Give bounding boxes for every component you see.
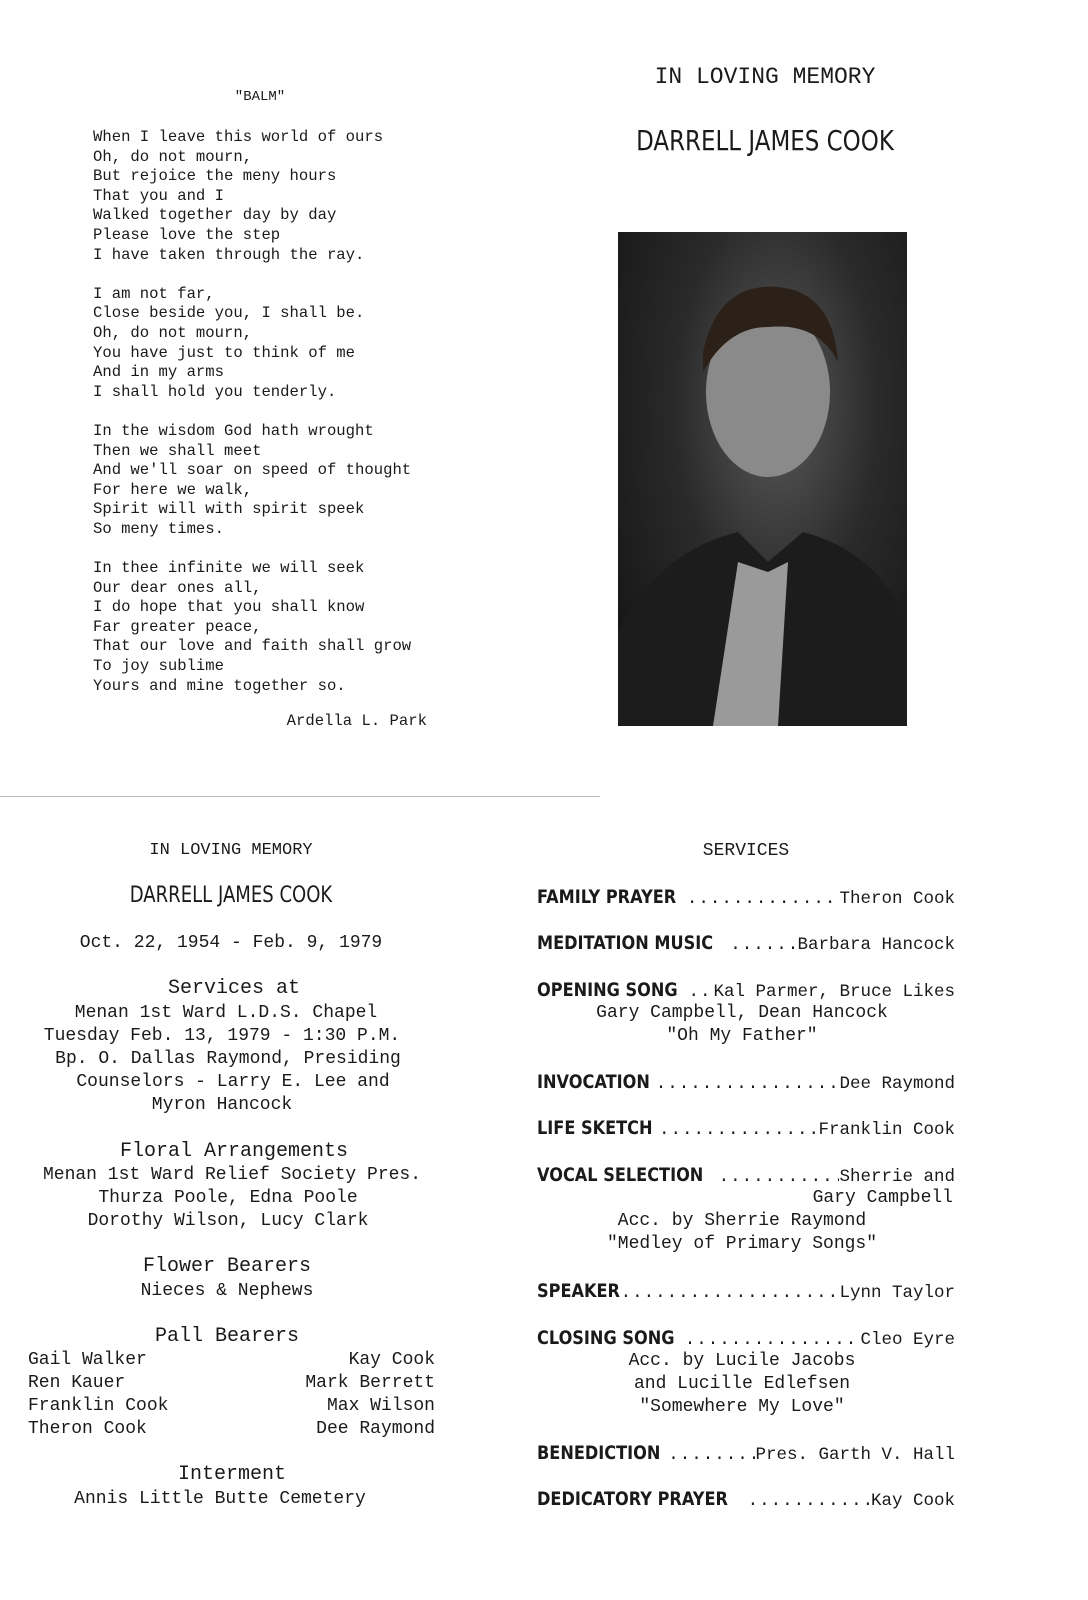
service-title: VOCAL SELECTION — [537, 1164, 704, 1186]
dot-leader — [685, 1330, 861, 1350]
service-title: INVOCATION — [537, 1071, 650, 1093]
dot-leader — [688, 982, 713, 1002]
service-item — [537, 1117, 955, 1140]
dot-leader — [748, 1491, 871, 1511]
obit-dates: Oct. 22, 1954 - Feb. 9, 1979 — [79, 933, 383, 953]
service-item — [537, 1327, 955, 1350]
dot-leader — [656, 1074, 840, 1094]
pall-bearer: Gail Walker — [28, 1350, 147, 1370]
service-item — [537, 932, 955, 955]
poem-line: In the wisdom God hath wrought — [93, 421, 374, 440]
flower-bearers-heading: Flower Bearers — [142, 1255, 312, 1278]
service-participant: Kal Parmer, Bruce Likes — [713, 982, 955, 1002]
service-line: Menan 1st Ward L.D.S. Chapel — [74, 1003, 378, 1023]
cover-name — [608, 124, 922, 157]
service-detail: "Oh My Father" — [666, 1026, 818, 1046]
poem-line: That you and I — [93, 186, 225, 205]
service-detail: Acc. by Sherrie Raymond — [617, 1211, 867, 1231]
service-item — [537, 1280, 955, 1303]
service-title: OPENING SONG — [537, 979, 678, 1001]
poem-line: And we'll soar on speed of thought — [93, 461, 412, 480]
poem-line: That our love and faith shall grow — [93, 637, 412, 656]
pall-bearer: Theron Cook — [28, 1419, 147, 1439]
poem-line: Walked together day by day — [93, 206, 337, 225]
service-detail: Acc. by Lucile Jacobs — [628, 1351, 856, 1371]
service-item — [537, 979, 955, 1002]
dot-leader — [730, 935, 797, 955]
service-detail: Gary Campbell, Dean Hancock — [596, 1003, 888, 1023]
service-participant: Lynn Taylor — [839, 1283, 955, 1303]
poem-line: I shall hold you tenderly. — [93, 382, 337, 401]
dot-leader — [659, 1120, 819, 1140]
pall-bearer: Kay Cook — [348, 1350, 435, 1370]
service-title: BENEDICTION — [537, 1442, 661, 1464]
floral-line: Thurza Poole, Edna Poole — [98, 1188, 358, 1208]
poem-line: Our dear ones all, — [93, 578, 262, 597]
stanza-break — [93, 539, 411, 559]
service-line: Myron Hancock — [151, 1095, 293, 1115]
poem-line: When I leave this world of ours — [93, 128, 384, 146]
interment-heading: Interment — [177, 1463, 287, 1486]
poem-line: Far greater peace, — [93, 617, 262, 636]
poem-line: I have taken through the ray. — [93, 245, 365, 264]
poem-line: Please love the step — [93, 225, 281, 244]
poem-line: So meny times. — [93, 519, 225, 538]
services-heading: SERVICES — [702, 841, 790, 861]
poem-line: Spirit will with spirit speek — [93, 500, 365, 519]
service-participant: Theron Cook — [839, 889, 955, 909]
poem-line: For here we walk, — [93, 480, 253, 499]
service-participant: Franklin Cook — [818, 1120, 955, 1140]
service-item — [537, 886, 955, 909]
interment-place: Annis Little Butte Cemetery — [74, 1489, 366, 1509]
service-title: SPEAKER — [537, 1280, 620, 1302]
poem-line: You have just to think of me — [93, 343, 356, 362]
service-participant-cont: Gary Campbell — [812, 1188, 953, 1208]
floral-line: Dorothy Wilson, Lucy Clark — [87, 1211, 369, 1231]
stanza-break — [93, 265, 411, 285]
poem-line: In thee infinite we will seek — [93, 559, 365, 578]
service-detail: and Lucille Edlefsen — [633, 1374, 851, 1394]
obit-heading: IN LOVING MEMORY — [149, 841, 313, 860]
stanza-break — [93, 402, 411, 422]
service-participant: Dee Raymond — [839, 1074, 955, 1094]
poem-line: I am not far, — [93, 284, 215, 303]
service-title: CLOSING SONG — [537, 1327, 675, 1349]
service-item — [537, 1442, 955, 1465]
dot-leader — [719, 1167, 840, 1187]
poem-line: I do hope that you shall know — [93, 598, 365, 617]
pall-bearer: Dee Raymond — [316, 1419, 435, 1439]
service-title: LIFE SKETCH — [537, 1117, 653, 1139]
poem-body — [93, 128, 411, 696]
service-participant: Barbara Hancock — [797, 935, 955, 955]
dot-leader — [687, 889, 840, 909]
pall-bearer: Ren Kauer — [28, 1373, 126, 1393]
poem-line: And in my arms — [93, 363, 225, 382]
poem-line: Oh, do not mourn, — [93, 147, 253, 166]
obit-name-text: DARRELL JAMES COOK — [129, 883, 333, 908]
service-item — [537, 1071, 955, 1094]
poem-line: To joy sublime — [93, 657, 225, 676]
service-participant: Kay Cook — [870, 1491, 955, 1511]
pall-bearer: Franklin Cook — [28, 1396, 169, 1416]
pall-bearer: Mark Berrett — [305, 1373, 435, 1393]
portrait-silhouette-icon — [618, 232, 907, 726]
service-line: Bp. O. Dallas Raymond, Presiding — [55, 1049, 401, 1069]
service-line: Tuesday Feb. 13, 1979 - 1:30 P.M. — [43, 1026, 401, 1046]
poem-title: "BALM" — [234, 89, 286, 105]
service-participant: Pres. Garth V. Hall — [755, 1445, 955, 1465]
poem-line: Oh, do not mourn, — [93, 323, 253, 342]
service-detail: "Somewhere My Love" — [639, 1397, 845, 1417]
poem-line: Yours and mine together so. — [93, 676, 346, 695]
portrait-photo — [618, 232, 907, 726]
pall-bearer: Max Wilson — [326, 1396, 435, 1416]
service-participant: Sherrie and — [839, 1167, 955, 1187]
service-item — [537, 1164, 955, 1187]
service-title: MEDITATION MUSIC — [537, 932, 714, 954]
cover-heading: IN LOVING MEMORY — [654, 64, 876, 90]
floral-line: Menan 1st Ward Relief Society Pres. — [42, 1165, 422, 1185]
poem-line: But rejoice the meny hours — [93, 167, 337, 186]
service-item — [537, 1488, 955, 1511]
fold-divider — [0, 796, 600, 797]
services-at-heading: Services at — [167, 977, 301, 1000]
dot-leader — [668, 1445, 755, 1465]
obit-name — [108, 883, 355, 908]
service-detail: "Medley of Primary Songs" — [606, 1234, 878, 1254]
poem-line: Then we shall meet — [93, 441, 262, 460]
floral-heading: Floral Arrangements — [119, 1140, 349, 1163]
poem-author: Ardella L. Park — [286, 712, 427, 730]
poem-line: Close beside you, I shall be. — [93, 304, 365, 323]
service-line: Counselors - Larry E. Lee and — [76, 1072, 390, 1092]
flower-bearers-line: Nieces & Nephews — [140, 1281, 314, 1301]
service-participant: Cleo Eyre — [860, 1330, 955, 1350]
cover-name-text: DARRELL JAMES COOK — [636, 124, 894, 157]
service-title: DEDICATORY PRAYER — [537, 1488, 728, 1510]
service-title: FAMILY PRAYER — [537, 886, 677, 908]
dot-leader — [621, 1283, 840, 1303]
pall-bearers-heading: Pall Bearers — [154, 1325, 300, 1348]
